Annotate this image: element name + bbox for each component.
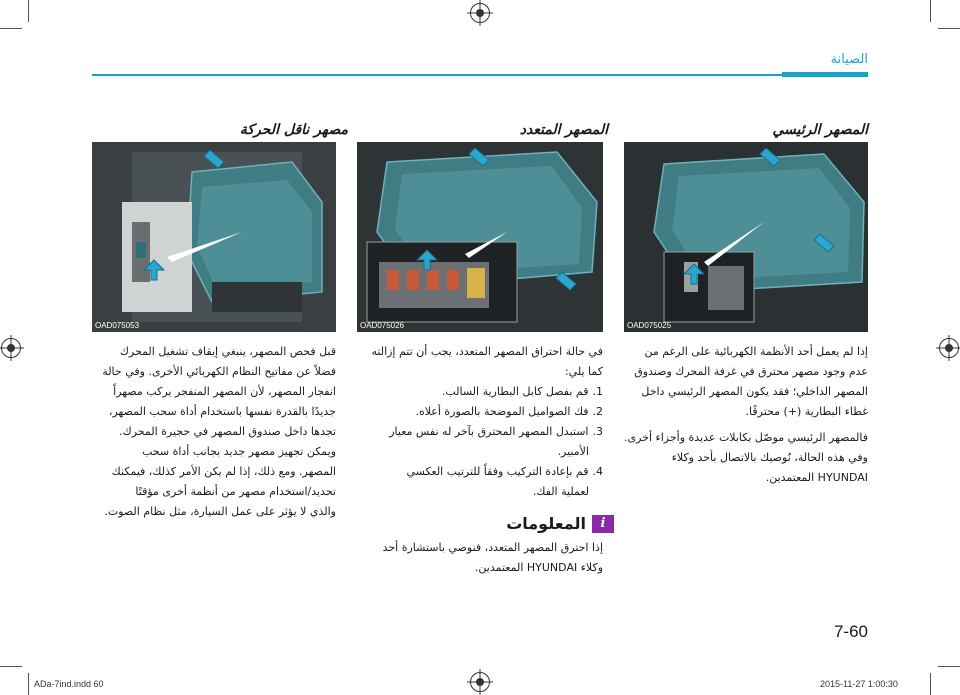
registration-mark-icon [470, 672, 490, 692]
main-fuse-text [624, 342, 868, 488]
text-line: المصهر الداخلي؛ فقد يكون المصهر الرئيسي داخل [641, 385, 868, 398]
text-line: كما يلي: [564, 365, 603, 378]
text-line: المصهر. ومع ذلك، إذا لم يكن الأمر كذلك، فيمكنك [111, 465, 336, 478]
transmission-fuse-text [92, 342, 336, 522]
registration-mark-icon [470, 3, 490, 23]
text-line: جديدًا بالقدرة نفسها باستخدام أداة سحب المصهر، [108, 405, 336, 418]
crop-mark [938, 666, 960, 667]
multi-fuse-steps [357, 382, 603, 502]
page-number: 7-60 [833, 622, 868, 641]
info-icon: i [592, 515, 614, 533]
crop-mark [28, 0, 29, 22]
text-line: انفجار المصهر، لأن المصهر المنفجر يركب مصهراً [113, 385, 336, 398]
list-item: 4.قم بإعادة التركيب وفقاً للترتيب العكسي [406, 465, 603, 478]
text-line: فالمصهر الرئيسي موصّل بكابلات عديدة وأجزاء أخرى. [624, 431, 868, 444]
crop-mark [28, 673, 29, 695]
text-line: ويمكن تجهيز مصهر جديد بجانب أداة سحب [141, 445, 336, 458]
crop-mark [930, 673, 931, 695]
text-line: فضلاً عن مفاتيح النظام الكهربائي الأخرى. وفي حالة [102, 365, 336, 378]
crop-mark [0, 666, 22, 667]
text-line: قبل فحص المصهر، ينبغي إيقاف تشغيل المحرك [119, 345, 336, 358]
heading-transmission-fuse: مصهر ناقل الحركة [239, 122, 348, 138]
multi-fuse-intro [357, 342, 603, 382]
text-line: غطاء البطارية (+) محترقًا. [745, 405, 868, 418]
text-line: تجدها داخل صندوق المصهر في حجيرة المحرك. [119, 425, 336, 438]
text-line: عدم وجود مصهر محترق في غرفة المحرك وصندوق [634, 365, 868, 378]
heading-main-fuse: المصهر الرئيسي [772, 122, 868, 138]
transmission-fuse-photo [92, 142, 336, 332]
text-line: إذا لم يعمل أحد الأنظمة الكهربائية على الرغم من [644, 345, 868, 358]
heading-multi-fuse: المصهر المتعدد [519, 122, 608, 138]
text-line: وفي هذه الحالة، نُوصيك بالاتصال بأحد وكلاء [671, 451, 868, 464]
registration-mark-icon [1, 338, 21, 358]
list-item: 3.استبدل المصهر المحترق بآخر له نفس معيار [389, 425, 603, 438]
text-line: وكلاء HYUNDAI المعتمدين. [474, 561, 603, 574]
list-item: لعملية الفك. [532, 485, 589, 498]
text-line: والذي لا يؤثر على عمل السيارة، مثل نظام الصوت. [104, 505, 336, 518]
text-line: في حالة احتراق المصهر المتعدد، يجب أن تتم إزالته [371, 345, 603, 358]
crop-mark [938, 28, 960, 29]
registration-mark-icon [939, 338, 959, 358]
image-code: OAD075026 [360, 321, 405, 330]
list-item: 1.قم بفصل كابل البطارية السالب. [441, 385, 603, 398]
header-rule [92, 74, 868, 76]
notice-heading [506, 514, 614, 533]
main-fuse-photo [624, 142, 868, 332]
crop-mark [930, 0, 931, 22]
notice-text [357, 538, 603, 578]
notice-title: المعلومات [506, 514, 586, 533]
list-item: 2.فك الصواميل الموضحة بالصورة أعلاه. [415, 405, 603, 418]
multi-fuse-photo [357, 142, 603, 332]
text-line: HYUNDAI المعتمدين. [765, 471, 868, 484]
text-line: تحديد/استخدام مصهر من أنظمة أخرى مؤقتًا [135, 485, 336, 498]
image-code: OAD075025 [627, 321, 672, 330]
file-info: ADa-7ind.indd 60 [34, 679, 104, 689]
header-rule-accent [782, 72, 868, 77]
crop-mark [0, 28, 22, 29]
timestamp: 2015-11-27 1:00:30 [820, 679, 898, 689]
text-line: إذا احترق المصهر المتعدد، فنوصي باستشارة أحد [382, 541, 603, 554]
section-title: الصيانة [830, 52, 868, 67]
list-item: الأمبير. [557, 445, 589, 458]
image-code: OAD075053 [95, 321, 140, 330]
